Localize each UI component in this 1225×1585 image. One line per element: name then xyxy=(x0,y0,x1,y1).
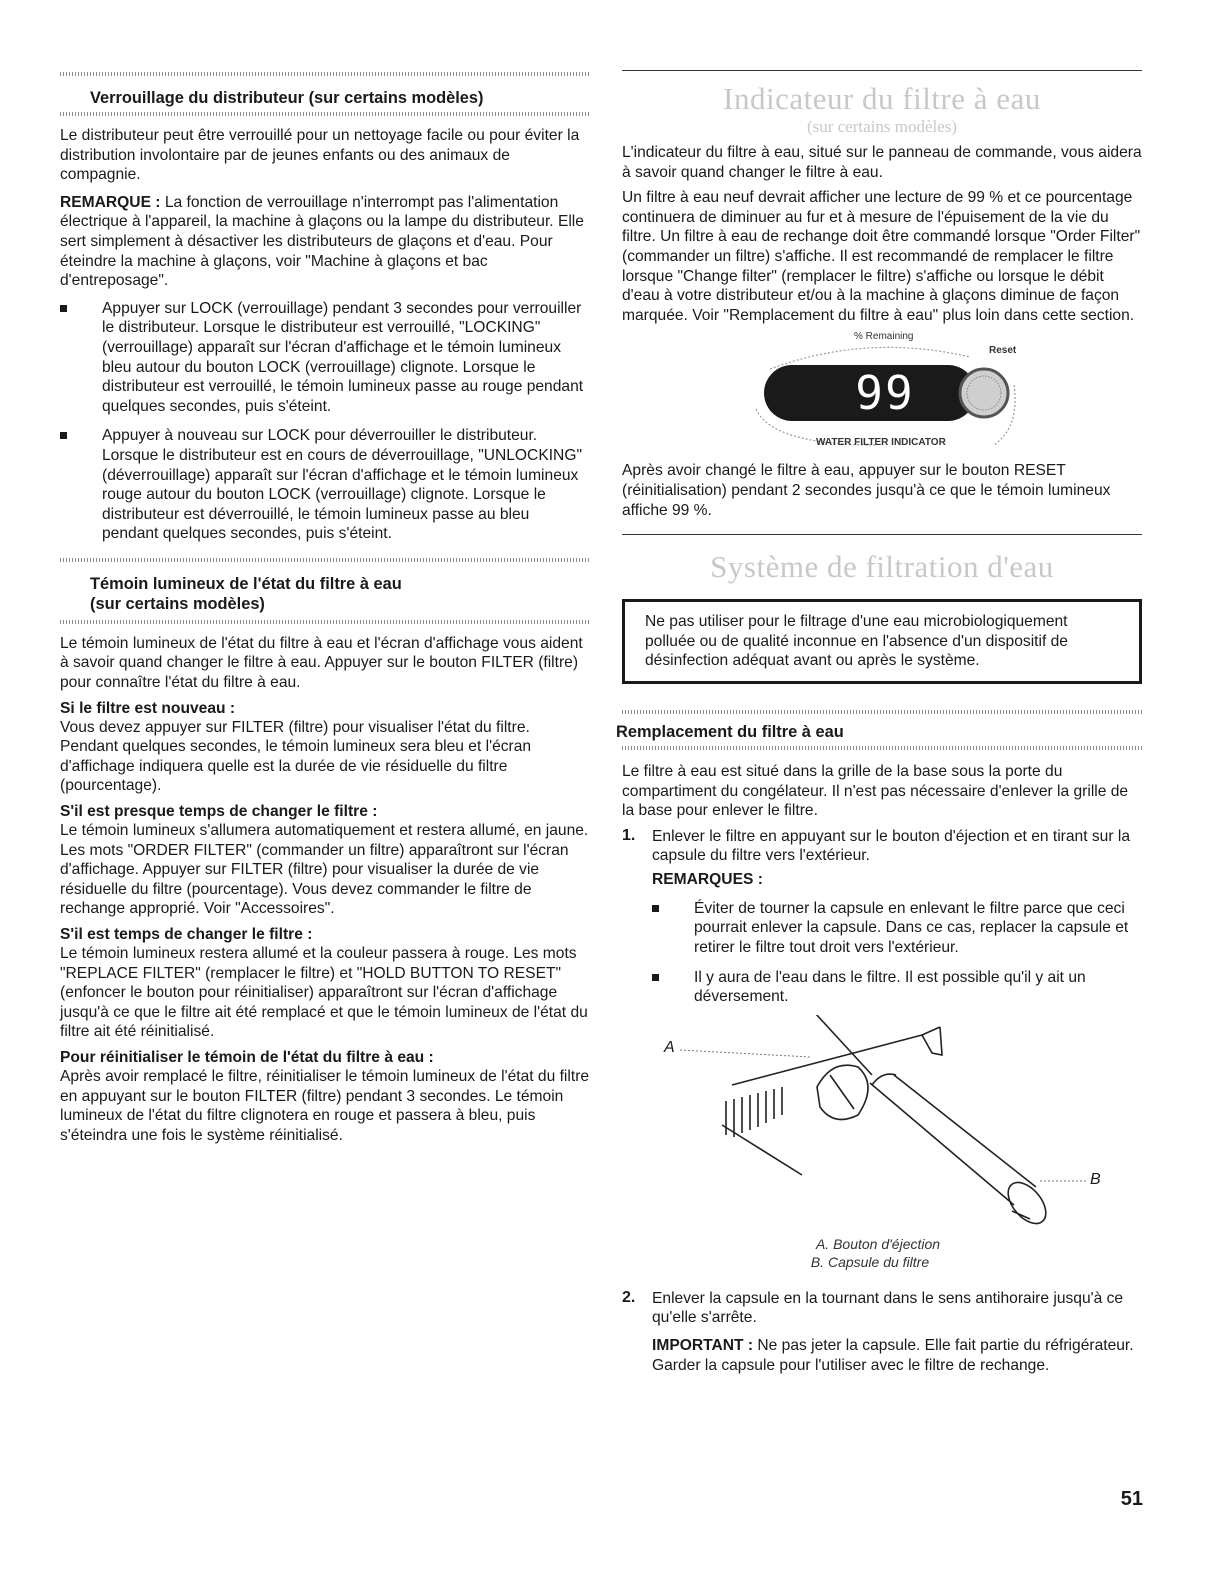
replacement-section-title: Remplacement du filtre à eau xyxy=(616,722,844,741)
filter-removal-figure xyxy=(622,1015,1142,1235)
step-1 xyxy=(622,827,1142,866)
remarque-2: Il y aura de l'eau dans le filtre. Il est possible qu'il y ait un déversement. xyxy=(694,968,1086,1006)
lock-intro: Le distributeur peut être verrouillé pour un nettoyage facile ou pour éviter la distribution involontaire par de jeunes enfants ou des animaux de compagnie. xyxy=(60,127,580,184)
left-column xyxy=(60,0,590,1145)
warning-text: Ne pas utiliser pour le filtrage d'une eau microbiologiquement polluée ou de qualité inconnue en l'absence d'un dispositif de désinfection adéquat avant ou après le système. xyxy=(645,613,1068,670)
note-label: REMARQUE : xyxy=(60,193,161,211)
list-item xyxy=(60,426,590,544)
caption-b: B. Capsule du filtre xyxy=(810,1253,930,1270)
reset-label: Reset xyxy=(989,345,1017,357)
caption-a: A. Bouton d'éjection xyxy=(815,1235,941,1252)
indicator-para-2: Un filtre à eau neuf devrait afficher une lecture de 99 % et ce pourcentage continuera de diminuer au fur et à mesure de l'épuisement de la vie du filtre. Un filtre à eau de rechange doit être commandé lorsque "Order Filter" (commander un filtre) s'affiche. Il est recommandé de remplacer le filtre lorsque "Change filter" (remplacer le filtre) s'affiche ou lorsque le débit d'eau à votre distributeur et/ou à la machine à glaçons diminue de façon marquée. Voir "Remplacement du filtre à eau" plus loin dans cette section. xyxy=(622,189,1141,324)
indicator-section-subtitle: (sur certains modèles) xyxy=(806,117,958,136)
note-text: La fonction de verrouillage n'interrompt pas l'alimentation électrique à l'appareil, la machine à glaçons ou la lampe du distributeur. Elle sert simplement à désactiver les distributeurs de glaçons et d'eau. Pour éteindre la machine à glaçons, voir "Machine à glaçons et bac d'entreposage". xyxy=(60,193,584,290)
indicator-label: WATER FILTER INDICATOR xyxy=(816,437,946,449)
important-label: IMPORTANT : xyxy=(652,1337,754,1355)
page-number: 51 xyxy=(1120,1488,1143,1510)
bullet-icon xyxy=(652,905,659,912)
status-title-line2: (sur certains modèles) xyxy=(90,594,265,613)
lock-note xyxy=(60,193,590,291)
status-title-line1: Témoin lumineux de l'état du filtre à eau xyxy=(90,574,402,593)
step-number: 2. xyxy=(622,1288,636,1306)
important-note xyxy=(622,1336,1142,1375)
status-item-text: Vous devez appuyer sur FILTER (filtre) pour visualiser l'état du filtre. Pendant quelques secondes, le témoin lumineux sera bleu et l'écran d'affichage indiquera quelle est la durée de vie résiduelle du filtre (pourcentage). xyxy=(60,718,532,795)
step-2 xyxy=(622,1289,1142,1328)
status-item-text: Le témoin lumineux restera allumé et la couleur passera à rouge. Les mots "REPLACE FILTER" (remplacer le filtre) et "HOLD BUTTON TO RESET" (enfoncer le bouton pour réinitialiser) apparaîtront sur l'écran d'affichage jusqu'à ce que le filtre ait été remplacé et que le témoin lumineux de l'état du filtre ait été réinitialisé. xyxy=(60,945,588,1041)
lock-bullet-2: Appuyer à nouveau sur LOCK pour déverrouiller le distributeur. Lorsque le distributeur est en cours de déverrouillage, "UNLOCKING" (déverrouillage) apparaît sur l'écran d'affichage et le témoin lumineux rouge autour du bouton LOCK (verrouillage) clignote. Lorsque le distributeur est déverrouillé, le témoin lumineux passe au bleu pendant quelques secondes, puis s'éteint. xyxy=(102,427,582,543)
list-item xyxy=(652,968,1142,1007)
indicator-section-title: Indicateur du filtre à eau xyxy=(723,81,1041,116)
water-filter-indicator-panel xyxy=(622,327,1142,459)
status-item-heading: S'il est presque temps de changer le filtre : xyxy=(60,803,378,821)
list-item xyxy=(60,299,590,417)
right-column xyxy=(616,0,1142,1375)
status-item-text: Après avoir remplacé le filtre, réinitialiser le témoin lumineux de l'état du filtre en appuyant sur le bouton FILTER (filtre) pendant 3 secondes. Le témoin lumineux de l'état du filtre clignotera en rouge et passera à bleu, puis s'éteindra une fois le système réinitialisé. xyxy=(60,1067,590,1144)
step-text: Enlever la capsule en la tournant dans le sens antihoraire jusqu'à ce qu'elle s'arrête. xyxy=(652,1289,1124,1327)
lock-section-title: Verrouillage du distributeur (sur certains modèles) xyxy=(90,89,484,107)
display-value: 99 xyxy=(855,366,915,421)
filtration-section-title: Système de filtration d'eau xyxy=(710,549,1054,585)
replacement-intro: Le filtre à eau est situé dans la grille de la base sous la porte du compartiment du congélateur. Il n'est pas nécessaire d'enlever la grille de la base pour enlever le filtre. xyxy=(622,762,1129,820)
important-text: Ne pas jeter la capsule. Elle fait partie du réfrigérateur. Garder la capsule pour l'utiliser avec le filtre de rechange. xyxy=(652,1337,1134,1374)
step-number: 1. xyxy=(622,826,636,844)
status-intro: Le témoin lumineux de l'état du filtre à eau et l'écran d'affichage vous aident à savoir quand changer le filtre à eau. Appuyer sur le bouton FILTER (filtre) pour connaître l'état du filtre à eau. xyxy=(60,634,583,692)
status-section-title xyxy=(60,574,590,614)
warning-box xyxy=(622,599,1142,684)
remarques-label: REMARQUES : xyxy=(652,870,763,888)
indicator-para-1: L'indicateur du filtre à eau, situé sur le panneau de commande, vous aidera à savoir quand changer le filtre à eau. xyxy=(622,144,1142,181)
indicator-para-3: Après avoir changé le filtre à eau, appuyer sur le bouton RESET (réinitialisation) pendant 2 secondes jusqu'à ce que le témoin lumineux affiche 99 %. xyxy=(622,462,1111,519)
filter-illustration xyxy=(622,1015,1142,1235)
remaining-label: % Remaining xyxy=(854,331,914,343)
status-item-heading: Si le filtre est nouveau : xyxy=(60,699,236,717)
list-item xyxy=(652,899,1142,958)
status-item-heading: S'il est temps de changer le filtre : xyxy=(60,926,313,943)
label-b: B xyxy=(1090,1170,1101,1188)
status-item-heading: Pour réinitialiser le témoin de l'état du filtre à eau : xyxy=(60,1048,434,1066)
bullet-icon xyxy=(60,305,67,312)
bullet-icon xyxy=(60,432,67,439)
remarque-1: Éviter de tourner la capsule en enlevant le filtre parce que ceci pourrait enlever la capsule. Dans ce cas, replacer la capsule et retirer le filtre tout droit vers l'extérieur. xyxy=(694,899,1129,957)
bullet-icon xyxy=(652,974,659,981)
step-text: Enlever le filtre en appuyant sur le bouton d'éjection et en tirant sur la capsule du filtre vers l'extérieur. xyxy=(652,827,1131,865)
status-item-text: Le témoin lumineux s'allumera automatiquement et restera allumé, en jaune. Les mots "ORDER FILTER" (commander un filtre) apparaîtront sur l'écran d'affichage. Appuyer sur FILTER (filtre) pour visualiser la durée de vie résiduelle du filtre (pourcentage). Vous devez commander le filtre de rechange approprié. Voir "Accessoires". xyxy=(60,822,589,918)
label-a: A xyxy=(664,1038,675,1056)
lock-bullet-1: Appuyer sur LOCK (verrouillage) pendant 3 secondes pour verrouiller le distributeur. Lorsque le distributeur est verrouillé, "LOCKING" (verrouillage) apparaît sur l'écran d'affichage et le témoin lumineux bleu autour du bouton LOCK (verrouillage) clignote. Lorsque le distributeur est verrouillé, le témoin lumineux passe au rouge pendant quelques secondes, puis s'éteint. xyxy=(102,299,584,415)
